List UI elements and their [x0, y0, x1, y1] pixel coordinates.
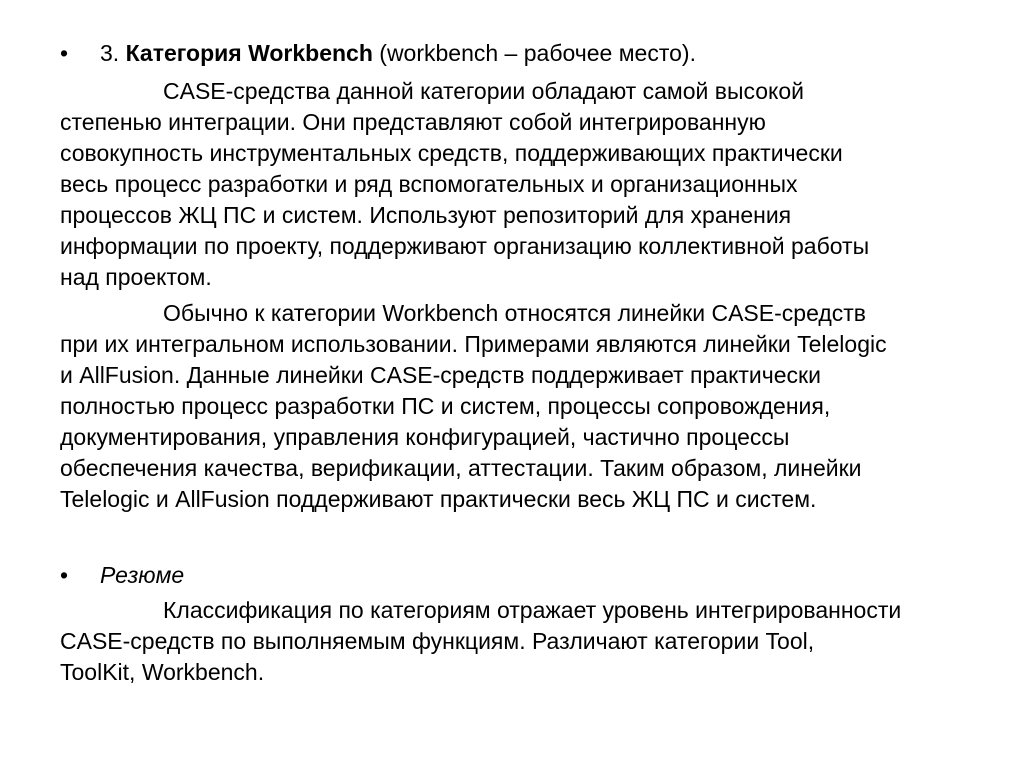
paragraph-line: Обычно к категории Workbench относятся линейки CASE-средств [163, 300, 867, 326]
paragraph-summary [60, 595, 990, 688]
paragraph-line: CASE-средства данной категории обладают самой высокой [163, 78, 805, 104]
paragraph-line: степенью интеграции. Они представляют собой интегрированную [60, 109, 766, 135]
heading-title-bold: Категория Workbench [125, 40, 373, 66]
paragraph-line: полностью процесс разработки ПС и систем, процессы сопровождения, [60, 393, 831, 419]
heading-title-rest: (workbench – рабочее место). [372, 40, 696, 66]
paragraph-line: над проектом. [60, 264, 212, 290]
paragraph-line: Классификация по категориям отражает уровень интегрированности [163, 597, 902, 623]
paragraph-line: информации по проекту, поддерживают организацию коллективной работы [60, 233, 870, 259]
paragraph-line: обеспечения качества, верификации, аттестации. Таким образом, линейки [60, 455, 862, 481]
heading-prefix: 3. [100, 40, 126, 66]
paragraph-workbench-description [60, 76, 990, 293]
paragraph-workbench-examples [60, 298, 990, 515]
paragraph-line: документирования, управления конфигурацией, частично процессы [60, 424, 790, 450]
paragraph-line: CASE-средств по выполняемым функциям. Различают категории Tool, [60, 628, 815, 654]
bullet-marker: • [60, 40, 69, 66]
paragraph-line: совокупность инструментальных средств, поддерживающих практически [60, 140, 843, 166]
paragraph-line: при их интегральном использовании. Примерами являются линейки Telelogic [60, 331, 887, 357]
paragraph-line: ToolKit, Workbench. [60, 659, 265, 685]
section-heading-summary: Резюме [100, 562, 185, 588]
paragraph-line: весь процесс разработки и ряд вспомогательных и организационных [60, 171, 798, 197]
section-heading-workbench [100, 38, 696, 69]
paragraph-line: Telelogic и AllFusion поддерживают практически весь ЖЦ ПС и систем. [60, 486, 817, 512]
paragraph-line: процессов ЖЦ ПС и систем. Используют репозиторий для хранения [60, 202, 792, 228]
bullet-marker: • [60, 562, 69, 588]
paragraph-line: и AllFusion. Данные линейки CASE-средств поддерживает практически [60, 362, 821, 388]
